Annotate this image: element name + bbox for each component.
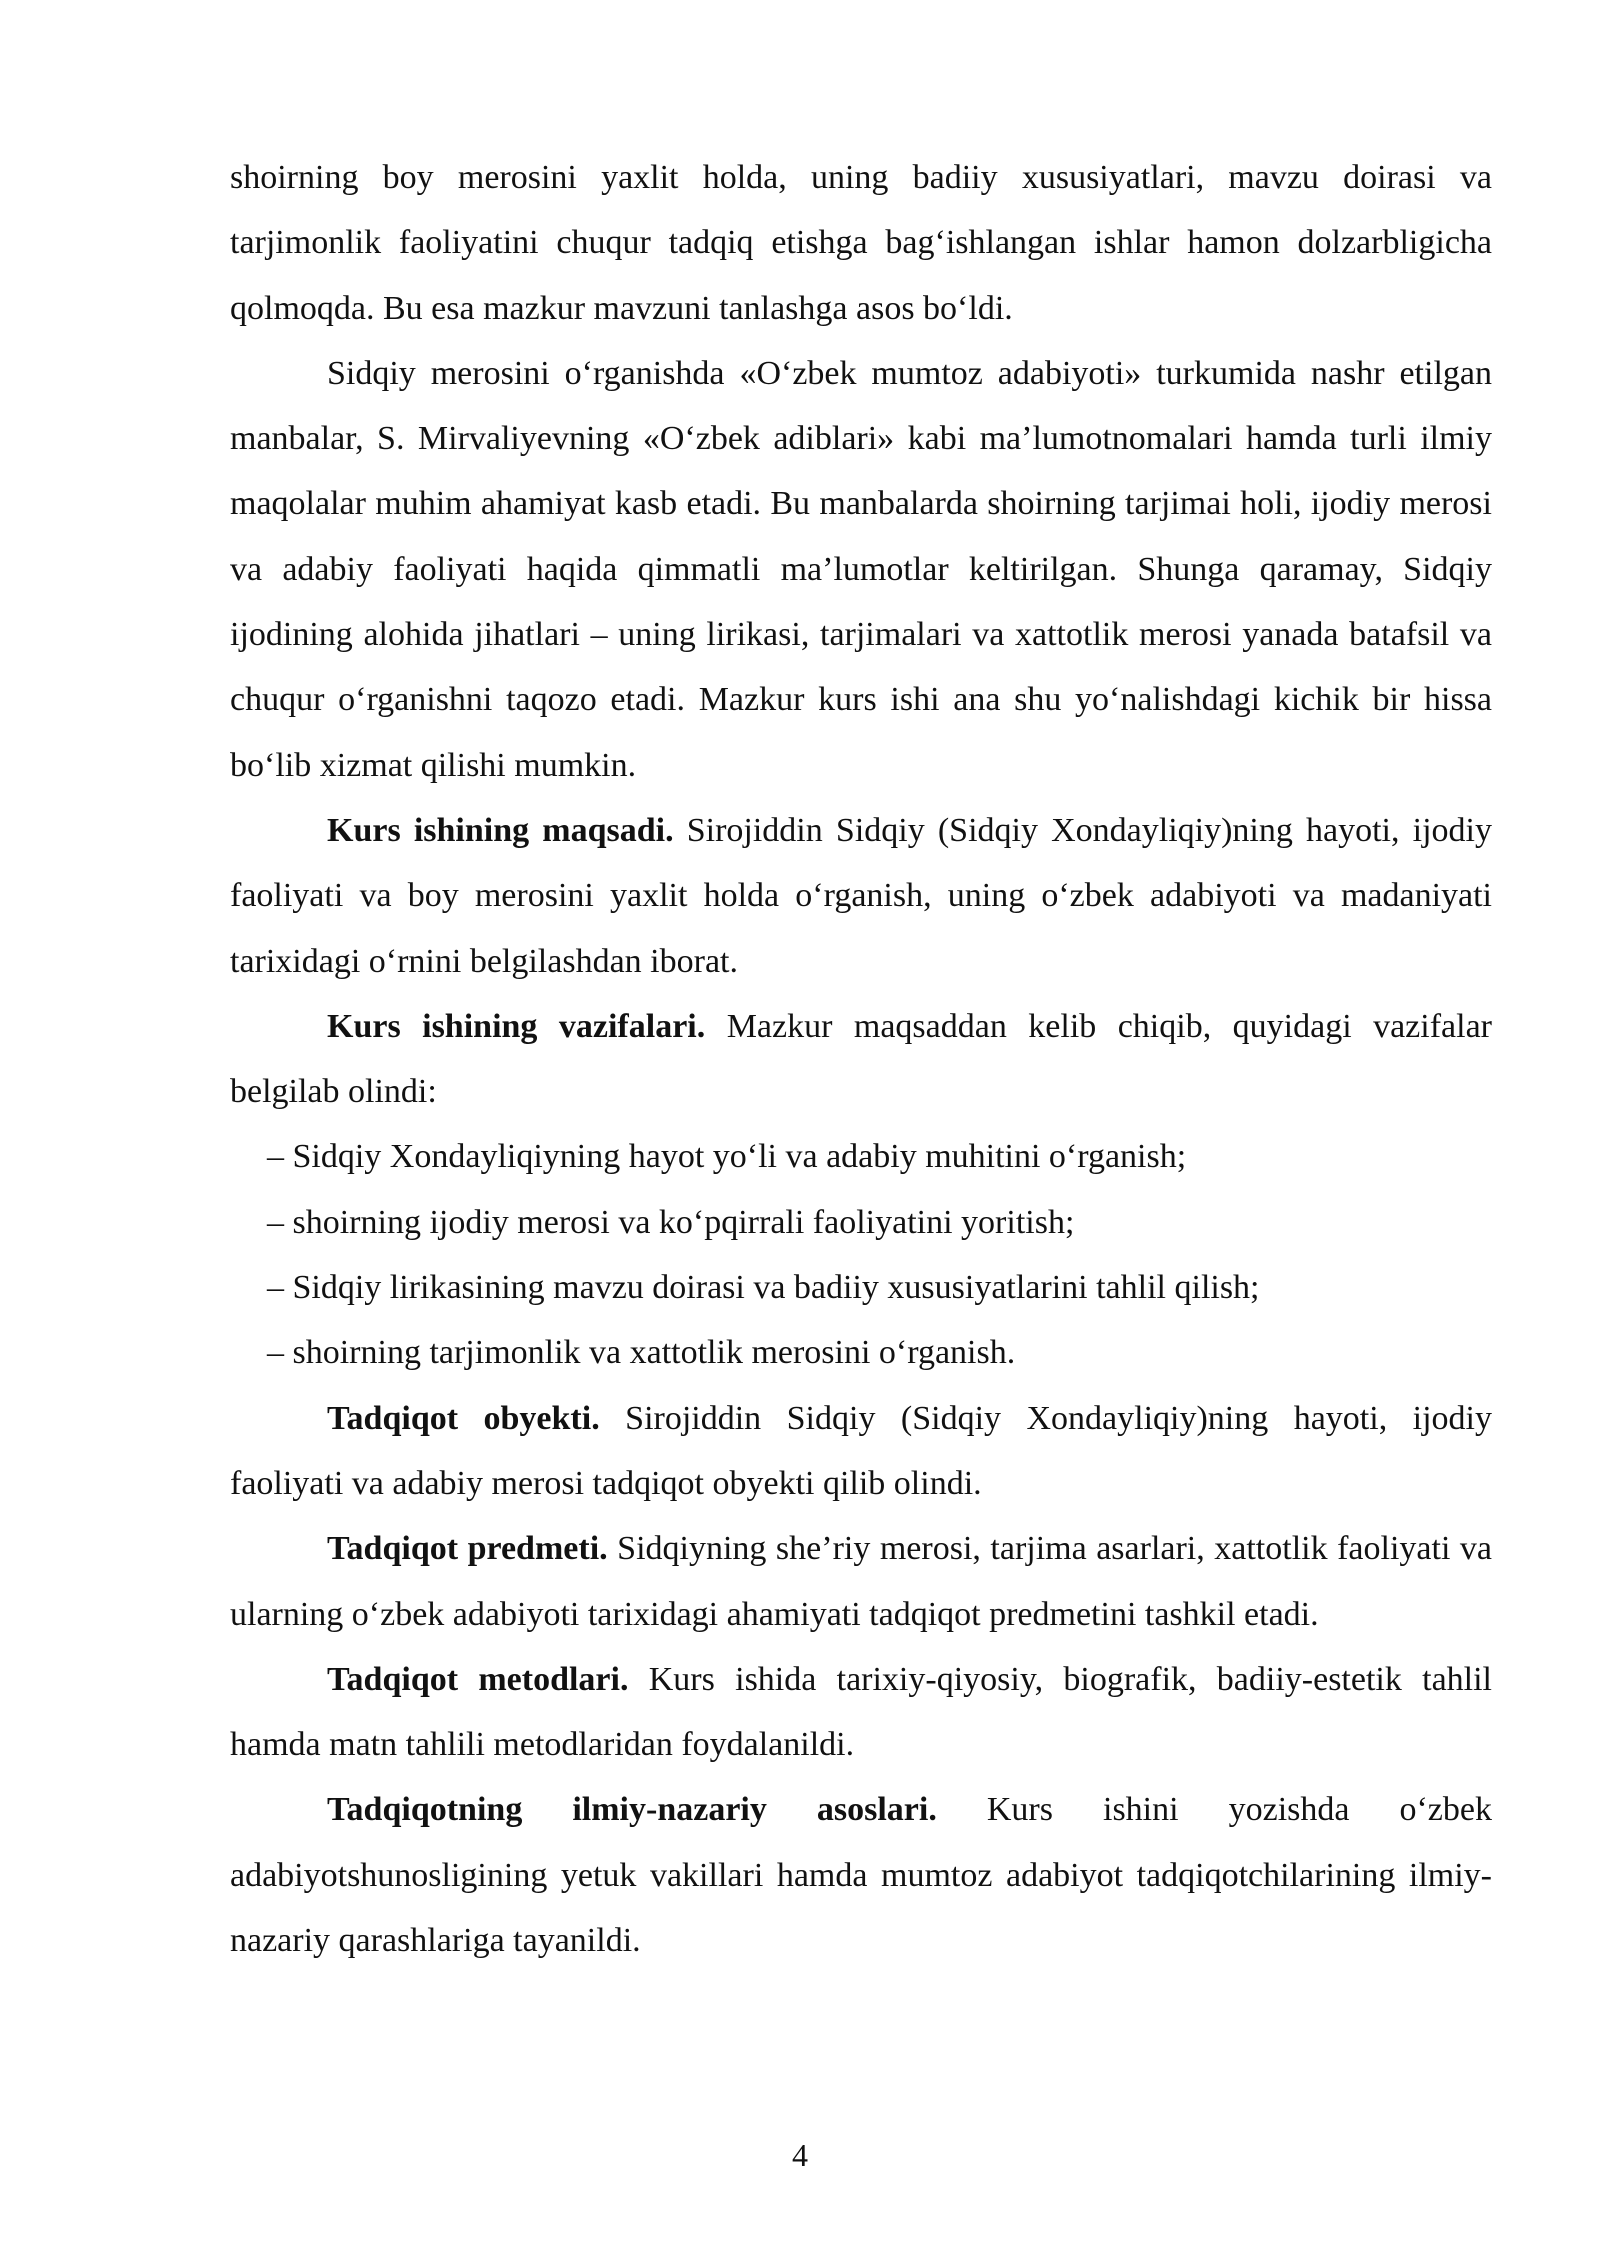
task-item: – shoirning ijodiy merosi va ko‘pqirrali faoliyatini yoritish; (267, 1203, 1075, 1241)
task-item: – Sidqiy lirikasining mavzu doirasi va badiiy xususiyatlarini tahlil qilish; (267, 1269, 1260, 1307)
task-item: – Sidqiy Xondayliqiyning hayot yo‘li va adabiy muhitini o‘rganish; (267, 1138, 1187, 1176)
paragraph-intro-continuation: shoirning boy merosini yaxlit holda, uning badiiy xususiyatlari, mavzu doirasi va tarjimonlik faoliyatini chuqur tadqiq etishga bag‘ishlangan ishlar hamon dolzarbligicha qolmoqda. Bu esa mazkur mavzuni tanlashga asos bo‘ldi. (230, 159, 1492, 327)
paragraph-sources: Sidqiy merosini o‘rganishda «O‘zbek mumtoz adabiyoti» turkumida nashr etilgan manbalar, S. Mirvaliyevning «O‘zbek adiblari» kabi ma’lumotnomalari hamda turli ilmiy maqolalar muhim ahamiyat kasb etadi. Bu manbalarda shoirning tarjimai holi, ijodiy merosi va adabiy faoliyati haqida qimmatli ma’lumotlar keltirilgan. Shunga qaramay, Sidqiy ijodining alohida jihatlari – uning lirikasi, tarjimalari va xattotlik merosi yanada batafsil va chuqur o‘rganishni taqozo etadi. Mazkur kurs ishi ana shu yo‘nalishdagi kichik bir hissa bo‘lib xizmat qilishi mumkin. (230, 354, 1492, 784)
subject-text: Sidqiyning she’riy merosi, tarjima asarlari, xattotlik faoliyati va ularning o‘zbek adabiyoti tarixidagi ahamiyati tadqiqot predmetini tashkil etadi. (230, 1530, 1492, 1633)
goal-text: Sirojiddin Sidqiy (Sidqiy Xondayliqiy)ning hayoti, ijodiy faoliyati va boy merosini yaxlit holda o‘rganish, uning o‘zbek adabiyoti va madaniyati tarixidagi o‘rnini belgilashdan iborat. (230, 811, 1492, 980)
object-heading: Tadqiqot obyekti. (327, 1399, 600, 1437)
paragraph-methods (230, 1647, 1492, 1778)
tasks-text: Mazkur maqsaddan kelib chiqib, quyidagi vazifalar belgilab olindi: (230, 1007, 1492, 1111)
methods-heading: Tadqiqot metodlari. (327, 1660, 629, 1698)
paragraph-goal (230, 798, 1492, 994)
goal-heading: Kurs ishining maqsadi. (327, 811, 674, 849)
paragraph-object (230, 1386, 1492, 1517)
tasks-heading: Kurs ishining vazifalari. (327, 1007, 706, 1045)
page-number: 4 (792, 2137, 808, 2173)
object-text: Sirojiddin Sidqiy (Sidqiy Xondayliqiy)ning hayoti, ijodiy faoliyati va adabiy merosi tadqiqot obyekti qilib olindi. (230, 1399, 1492, 1502)
theoretical-basis-heading: Tadqiqotning ilmiy-nazariy asoslari. (327, 1791, 937, 1829)
theoretical-basis-text: Kurs ishini yozishda o‘zbek adabiyotshunosligining yetuk vakillari hamda mumtoz adabiyot tadqiqotchilarining ilmiy-nazariy qarashlariga tayanildi. (230, 1791, 1492, 1960)
paragraph-subject (230, 1516, 1492, 1647)
paragraph-tasks (230, 994, 1492, 1125)
paragraph-theoretical-basis (230, 1777, 1492, 1973)
methods-text: Kurs ishida tarixiy-qiyosiy, biografik, badiiy-estetik tahlil hamda matn tahlili metodlaridan foydalanildi. (230, 1660, 1493, 1764)
task-item: – shoirning tarjimonlik va xattotlik merosini o‘rganish. (267, 1334, 1016, 1372)
document-page (230, 145, 1492, 1973)
subject-heading: Tadqiqot predmeti. (327, 1530, 608, 1568)
